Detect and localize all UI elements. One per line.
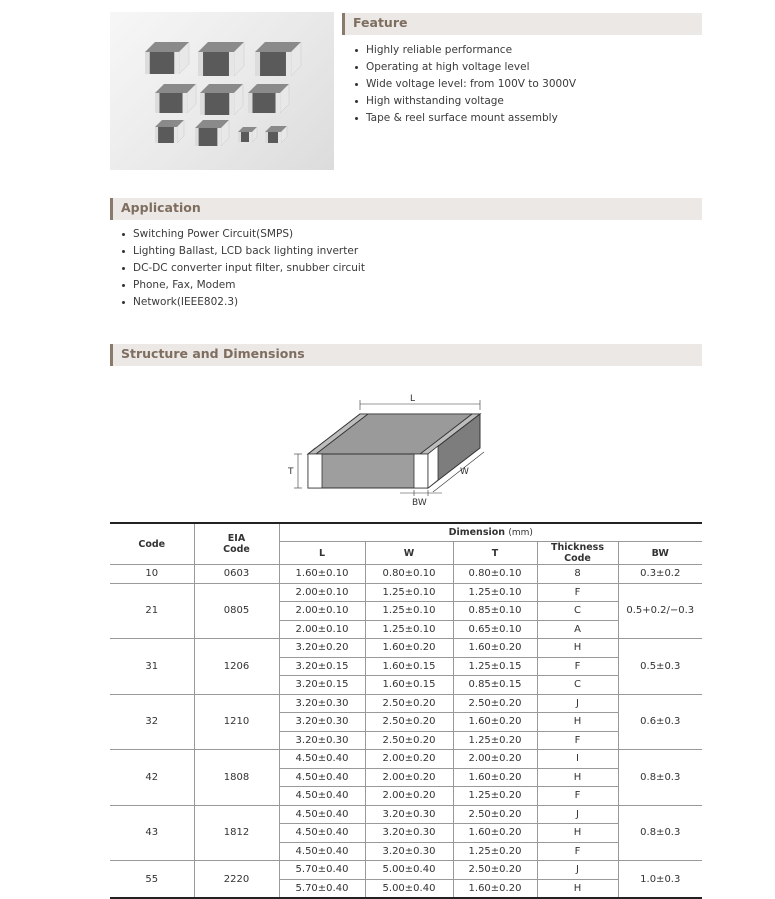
- capacitor-chip: [255, 42, 301, 76]
- thickness-code-cell: 8: [537, 565, 618, 584]
- bullet-icon: [122, 267, 125, 270]
- width-cell: 1.60±0.15: [365, 676, 453, 695]
- thickness-code-cell: H: [537, 824, 618, 843]
- list-item-text: Phone, Fax, Modem: [133, 279, 236, 291]
- thickness-code-cell: H: [537, 713, 618, 732]
- thickness-code-cell: I: [537, 750, 618, 769]
- capacitor-chips-image: [110, 12, 334, 170]
- thickness-cell: 1.25±0.20: [453, 731, 537, 750]
- length-cell: 2.00±0.10: [279, 602, 365, 621]
- width-cell: 2.00±0.20: [365, 787, 453, 806]
- length-cell: 2.00±0.10: [279, 620, 365, 639]
- eia-code-header: EIA Code: [194, 523, 279, 565]
- length-cell: 4.50±0.40: [279, 750, 365, 769]
- thickness-code-cell: H: [537, 639, 618, 658]
- length-cell: 2.00±0.10: [279, 583, 365, 602]
- table-row: [110, 583, 702, 602]
- eia-code-cell: 0603: [194, 565, 279, 584]
- length-cell: 4.50±0.40: [279, 787, 365, 806]
- thickness-code-cell: C: [537, 602, 618, 621]
- bw-cell: 1.0±0.3: [618, 861, 702, 899]
- thickness-code-cell: H: [537, 879, 618, 898]
- thickness-cell: 0.85±0.15: [453, 676, 537, 695]
- list-item-text: Network(IEEE802.3): [133, 296, 239, 308]
- width-cell: 2.00±0.20: [365, 750, 453, 769]
- width-cell: 5.00±0.40: [365, 861, 453, 880]
- structure-title: Structure and Dimensions: [121, 346, 305, 361]
- thickness-cell: 1.60±0.20: [453, 768, 537, 787]
- length-cell: 4.50±0.40: [279, 824, 365, 843]
- bw-cell: 0.8±0.3: [618, 750, 702, 806]
- code-cell: 31: [110, 639, 194, 695]
- bw-header: BW: [618, 542, 702, 565]
- list-item: [121, 294, 365, 311]
- thickness-code-cell: A: [537, 620, 618, 639]
- list-item: [121, 260, 365, 277]
- width-cell: 1.25±0.10: [365, 602, 453, 621]
- width-cell: 3.20±0.30: [365, 824, 453, 843]
- bw-cell: 0.8±0.3: [618, 805, 702, 861]
- thickness-code-cell: F: [537, 731, 618, 750]
- length-cell: 4.50±0.40: [279, 768, 365, 787]
- table-row: [110, 565, 702, 584]
- length-cell: 3.20±0.30: [279, 731, 365, 750]
- thickness-cell: 1.60±0.20: [453, 824, 537, 843]
- bullet-icon: [355, 49, 358, 52]
- list-item-text: Tape & reel surface mount assembly: [366, 112, 558, 124]
- eia-code-cell: 1206: [194, 639, 279, 695]
- eia-code-cell: 1812: [194, 805, 279, 861]
- bw-cell: 0.3±0.2: [618, 565, 702, 584]
- list-item-text: Wide voltage level: from 100V to 3000V: [366, 78, 577, 90]
- thickness-cell: 2.50±0.20: [453, 861, 537, 880]
- t-header: T: [453, 542, 537, 565]
- thickness-code-cell: C: [537, 676, 618, 695]
- thickness-cell: 1.25±0.20: [453, 787, 537, 806]
- length-cell: 5.70±0.40: [279, 879, 365, 898]
- eia-code-cell: 2220: [194, 861, 279, 899]
- bullet-icon: [355, 100, 358, 103]
- bullet-icon: [122, 250, 125, 253]
- list-item: [354, 59, 576, 76]
- list-item: [354, 42, 576, 59]
- width-cell: 0.80±0.10: [365, 565, 453, 584]
- band-width-label: BW: [412, 498, 427, 508]
- capacitor-chip: [200, 84, 243, 115]
- feature-list: [354, 42, 576, 127]
- product-photo: [110, 12, 334, 170]
- bw-cell: 0.5+0.2/−0.3: [618, 583, 702, 639]
- thickness-cell: 1.60±0.20: [453, 639, 537, 658]
- table-row: [110, 805, 702, 824]
- list-item-text: High withstanding voltage: [366, 95, 504, 107]
- thickness-code-header: Thickness Code: [537, 542, 618, 565]
- dimension-table: [110, 522, 702, 899]
- bullet-icon: [122, 301, 125, 304]
- thickness-code-cell: J: [537, 805, 618, 824]
- thickness-cell: 2.50±0.20: [453, 694, 537, 713]
- length-cell: 1.60±0.10: [279, 565, 365, 584]
- table-row: [110, 861, 702, 880]
- width-cell: 1.60±0.15: [365, 657, 453, 676]
- application-header: [110, 198, 702, 220]
- width-cell: 2.00±0.20: [365, 768, 453, 787]
- code-cell: 32: [110, 694, 194, 750]
- list-item-text: Highly reliable performance: [366, 44, 513, 56]
- code-cell: 42: [110, 750, 194, 806]
- thickness-code-cell: J: [537, 694, 618, 713]
- eia-code-cell: 0805: [194, 583, 279, 639]
- list-item: [354, 110, 576, 127]
- capacitor-chip: [238, 127, 257, 142]
- thickness-code-cell: F: [537, 842, 618, 861]
- length-label: L: [410, 394, 416, 404]
- list-item: [354, 76, 576, 93]
- thickness-code-cell: J: [537, 861, 618, 880]
- length-cell: 3.20±0.30: [279, 694, 365, 713]
- thickness-cell: 0.80±0.10: [453, 565, 537, 584]
- capacitor-chip: [195, 120, 229, 146]
- thickness-cell: 1.25±0.15: [453, 657, 537, 676]
- capacitor-chip: [155, 120, 184, 143]
- eia-code-cell: 1210: [194, 694, 279, 750]
- code-header: Code: [110, 523, 194, 565]
- l-header: L: [279, 542, 365, 565]
- length-cell: 5.70±0.40: [279, 861, 365, 880]
- application-list: [121, 226, 365, 311]
- capacitor-chip: [145, 42, 189, 74]
- capacitor-chip: [155, 84, 196, 113]
- width-cell: 2.50±0.20: [365, 731, 453, 750]
- code-cell: 21: [110, 583, 194, 639]
- table-row: [110, 694, 702, 713]
- code-cell: 55: [110, 861, 194, 899]
- thickness-code-cell: F: [537, 787, 618, 806]
- width-cell: 1.25±0.10: [365, 583, 453, 602]
- structure-header: [110, 344, 702, 366]
- length-cell: 4.50±0.40: [279, 805, 365, 824]
- table-row: [110, 639, 702, 658]
- width-cell: 3.20±0.30: [365, 805, 453, 824]
- thickness-cell: 1.25±0.20: [453, 842, 537, 861]
- bw-cell: 0.6±0.3: [618, 694, 702, 750]
- bullet-icon: [122, 284, 125, 287]
- thickness-cell: 2.50±0.20: [453, 805, 537, 824]
- capacitor-chip: [198, 42, 244, 76]
- bullet-icon: [355, 117, 358, 120]
- bullet-icon: [122, 233, 125, 236]
- length-cell: 3.20±0.30: [279, 713, 365, 732]
- thickness-cell: 2.00±0.20: [453, 750, 537, 769]
- length-cell: 4.50±0.40: [279, 842, 365, 861]
- width-cell: 1.60±0.20: [365, 639, 453, 658]
- thickness-cell: 1.25±0.10: [453, 583, 537, 602]
- table-row: [110, 750, 702, 769]
- bw-cell: 0.5±0.3: [618, 639, 702, 695]
- thickness-code-cell: F: [537, 583, 618, 602]
- thickness-cell: 1.60±0.20: [453, 879, 537, 898]
- width-cell: 2.50±0.20: [365, 713, 453, 732]
- list-item: [121, 277, 365, 294]
- length-cell: 3.20±0.15: [279, 657, 365, 676]
- w-header: W: [365, 542, 453, 565]
- bullet-icon: [355, 83, 358, 86]
- length-cell: 3.20±0.15: [279, 676, 365, 695]
- feature-header: [342, 13, 702, 35]
- thickness-code-cell: F: [537, 657, 618, 676]
- dimension-header: Dimension (mm): [279, 523, 702, 542]
- list-item: [121, 226, 365, 243]
- thickness-label: T: [288, 467, 294, 477]
- list-item-text: Lighting Ballast, LCD back lighting inverter: [133, 245, 359, 257]
- width-cell: 1.25±0.10: [365, 620, 453, 639]
- width-label: W: [460, 467, 469, 477]
- thickness-cell: 0.65±0.10: [453, 620, 537, 639]
- dimension-table-body: [110, 565, 702, 899]
- width-cell: 2.50±0.20: [365, 694, 453, 713]
- width-cell: 3.20±0.30: [365, 842, 453, 861]
- list-item-text: Operating at high voltage level: [366, 61, 530, 73]
- list-item-text: DC-DC converter input filter, snubber circuit: [133, 262, 365, 274]
- thickness-cell: 0.85±0.10: [453, 602, 537, 621]
- code-cell: 43: [110, 805, 194, 861]
- chip-structure-diagram: [280, 390, 490, 508]
- application-title: Application: [121, 200, 201, 215]
- list-item: [354, 93, 576, 110]
- thickness-cell: 1.60±0.20: [453, 713, 537, 732]
- thickness-code-cell: H: [537, 768, 618, 787]
- list-item-text: Switching Power Circuit(SMPS): [133, 228, 294, 240]
- capacitor-chip: [248, 84, 289, 113]
- code-cell: 10: [110, 565, 194, 584]
- feature-title: Feature: [353, 15, 408, 30]
- list-item: [121, 243, 365, 260]
- length-cell: 3.20±0.20: [279, 639, 365, 658]
- bullet-icon: [355, 66, 358, 69]
- eia-code-cell: 1808: [194, 750, 279, 806]
- width-cell: 5.00±0.40: [365, 879, 453, 898]
- capacitor-chip: [265, 126, 287, 143]
